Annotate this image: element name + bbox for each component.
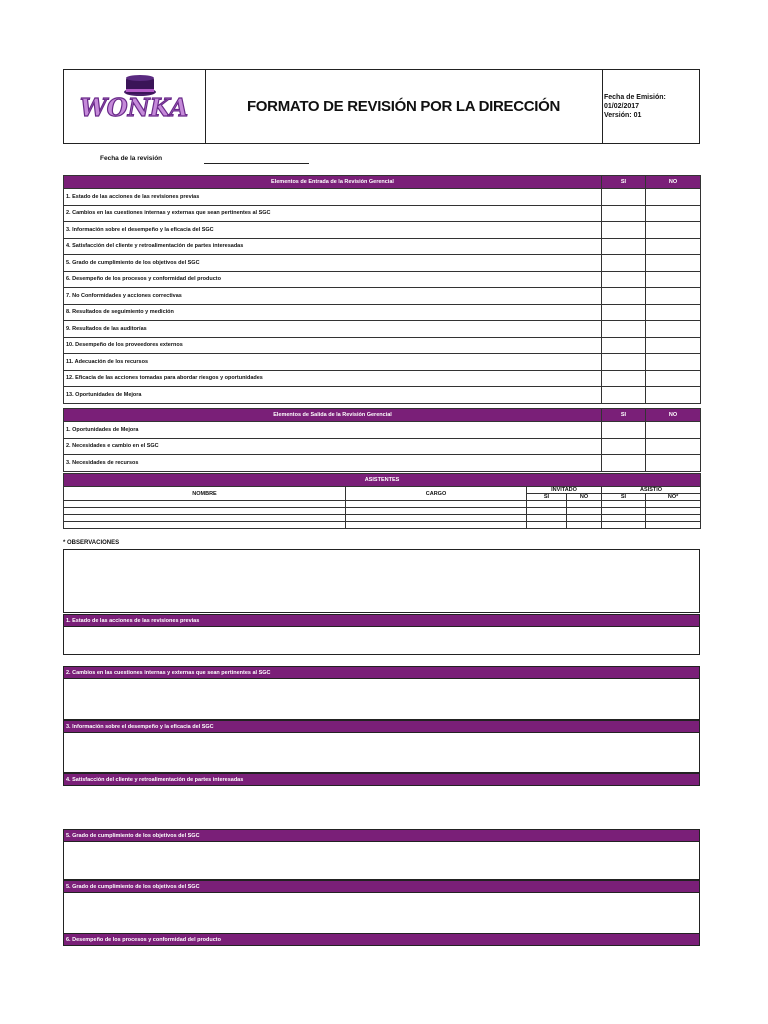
asistio-si-cell[interactable] bbox=[602, 515, 646, 522]
entrada-no-cell[interactable] bbox=[646, 238, 701, 255]
asistio-si-cell[interactable] bbox=[602, 508, 646, 515]
asistentes-table bbox=[63, 473, 701, 529]
invitado-si-cell[interactable] bbox=[527, 508, 567, 515]
salida-si-header: SI bbox=[602, 409, 646, 422]
section-textarea[interactable] bbox=[63, 733, 700, 773]
asistente-row bbox=[64, 522, 701, 529]
entrada-no-cell[interactable] bbox=[646, 321, 701, 338]
asistente-row bbox=[64, 515, 701, 522]
salida-no-cell[interactable] bbox=[646, 455, 701, 472]
entrada-no-header: NO bbox=[646, 176, 701, 189]
entrada-no-cell[interactable] bbox=[646, 271, 701, 288]
salida-no-cell[interactable] bbox=[646, 438, 701, 455]
entrada-si-cell[interactable] bbox=[602, 370, 646, 387]
nombre-header: NOMBRE bbox=[64, 487, 346, 501]
invitado-si-header: SI bbox=[527, 494, 567, 501]
entrada-no-cell[interactable] bbox=[646, 354, 701, 371]
asistio-no-header: NO* bbox=[646, 494, 701, 501]
entrada-item-label: 2. Cambios en las cuestiones internas y externas que sean pertinentes al SGC bbox=[64, 205, 602, 222]
entrada-row bbox=[64, 387, 701, 404]
entrada-item-label: 13. Oportunidades de Mejora bbox=[64, 387, 602, 404]
entrada-no-cell[interactable] bbox=[646, 189, 701, 206]
entrada-item-label: 12. Eficacia de las acciones tomadas para abordar riesgos y oportunidades bbox=[64, 370, 602, 387]
salida-table bbox=[63, 408, 701, 472]
entrada-si-cell[interactable] bbox=[602, 189, 646, 206]
entrada-item-label: 4. Satisfacción del cliente y retroalimentación de partes interesadas bbox=[64, 238, 602, 255]
nombre-cell[interactable] bbox=[64, 508, 346, 515]
cargo-cell[interactable] bbox=[346, 522, 527, 529]
invitado-no-cell[interactable] bbox=[567, 501, 602, 508]
section-textarea[interactable] bbox=[63, 893, 700, 934]
section-header: 5. Grado de cumplimiento de los objetivos del SGC bbox=[63, 829, 700, 842]
entrada-table bbox=[63, 175, 701, 404]
entrada-title: Elementos de Entrada de la Revisión Gerencial bbox=[64, 176, 602, 189]
form-header bbox=[63, 69, 700, 144]
entrada-si-cell[interactable] bbox=[602, 205, 646, 222]
invitado-no-cell[interactable] bbox=[567, 522, 602, 529]
nombre-cell[interactable] bbox=[64, 515, 346, 522]
entrada-no-cell[interactable] bbox=[646, 205, 701, 222]
entrada-si-cell[interactable] bbox=[602, 271, 646, 288]
asistente-row bbox=[64, 508, 701, 515]
entrada-row bbox=[64, 304, 701, 321]
section-header: 6. Desempeño de los procesos y conformidad del producto bbox=[63, 933, 700, 946]
entrada-row bbox=[64, 271, 701, 288]
invitado-si-cell[interactable] bbox=[527, 515, 567, 522]
entrada-si-cell[interactable] bbox=[602, 222, 646, 239]
salida-si-cell[interactable] bbox=[602, 455, 646, 472]
asistentes-title: ASISTENTES bbox=[64, 474, 701, 487]
section-header: 2. Cambios en las cuestiones internas y externas que sean pertinentes al SGC bbox=[63, 666, 700, 679]
entrada-row bbox=[64, 255, 701, 272]
salida-row bbox=[64, 455, 701, 472]
salida-item-label: 3. Necesidades de recursos bbox=[64, 455, 602, 472]
fecha-revision-label: Fecha de la revisión bbox=[100, 155, 163, 162]
invitado-header: INVITADO bbox=[527, 487, 602, 494]
asistente-row bbox=[64, 501, 701, 508]
entrada-item-label: 8. Resultados de seguimiento y medición bbox=[64, 304, 602, 321]
cargo-cell[interactable] bbox=[346, 508, 527, 515]
entrada-item-label: 11. Adecuación de los recursos bbox=[64, 354, 602, 371]
entrada-no-cell[interactable] bbox=[646, 288, 701, 305]
entrada-row bbox=[64, 189, 701, 206]
wonka-logo bbox=[64, 70, 205, 143]
form-meta bbox=[602, 70, 701, 143]
section-header: 3. Información sobre el desempeño y la eficacia del SGC bbox=[63, 720, 700, 733]
form-title: FORMATO DE REVISIÓN POR LA DIRECCIÓN bbox=[205, 70, 603, 143]
fecha-emision: Fecha de Emisión: 01/02/2017 bbox=[604, 94, 666, 110]
salida-si-cell[interactable] bbox=[602, 438, 646, 455]
section-textarea[interactable] bbox=[63, 679, 700, 720]
salida-title: Elementos de Salida de la Revisión Gerencial bbox=[64, 409, 602, 422]
entrada-no-cell[interactable] bbox=[646, 370, 701, 387]
cargo-header: CARGO bbox=[346, 487, 527, 501]
entrada-row bbox=[64, 288, 701, 305]
asistio-no-cell[interactable] bbox=[646, 508, 701, 515]
entrada-si-cell[interactable] bbox=[602, 354, 646, 371]
asistio-si-header: SI bbox=[602, 494, 646, 501]
asistio-no-cell[interactable] bbox=[646, 515, 701, 522]
cargo-cell[interactable] bbox=[346, 515, 527, 522]
entrada-si-cell[interactable] bbox=[602, 337, 646, 354]
salida-row bbox=[64, 438, 701, 455]
entrada-no-cell[interactable] bbox=[646, 304, 701, 321]
entrada-row bbox=[64, 238, 701, 255]
entrada-si-header: SI bbox=[602, 176, 646, 189]
cargo-cell[interactable] bbox=[346, 501, 527, 508]
salida-item-label: 1. Oportunidades de Mejora bbox=[64, 422, 602, 439]
asistio-si-cell[interactable] bbox=[602, 501, 646, 508]
nombre-cell[interactable] bbox=[64, 522, 346, 529]
entrada-no-cell[interactable] bbox=[646, 222, 701, 239]
salida-si-cell[interactable] bbox=[602, 422, 646, 439]
salida-item-label: 2. Necesidades e cambio en el SGC bbox=[64, 438, 602, 455]
fecha-revision-input[interactable] bbox=[204, 163, 309, 164]
entrada-no-cell[interactable] bbox=[646, 387, 701, 404]
section-header: 5. Grado de cumplimiento de los objetivos del SGC bbox=[63, 880, 700, 893]
asistio-si-cell[interactable] bbox=[602, 522, 646, 529]
entrada-row bbox=[64, 354, 701, 371]
entrada-no-cell[interactable] bbox=[646, 337, 701, 354]
asistio-no-cell[interactable] bbox=[646, 501, 701, 508]
entrada-row bbox=[64, 370, 701, 387]
entrada-item-label: 6. Desempeño de los procesos y conformidad del producto bbox=[64, 271, 602, 288]
entrada-item-label: 10. Desempeño de los proveedores externos bbox=[64, 337, 602, 354]
invitado-no-header: NO bbox=[567, 494, 602, 501]
entrada-si-cell[interactable] bbox=[602, 255, 646, 272]
entrada-item-label: 7. No Conformidades y acciones correctivas bbox=[64, 288, 602, 305]
section-textarea[interactable] bbox=[63, 842, 700, 880]
entrada-si-cell[interactable] bbox=[602, 288, 646, 305]
observaciones-textarea[interactable] bbox=[63, 549, 700, 613]
svg-text:WONKA: WONKA bbox=[79, 93, 189, 122]
entrada-row bbox=[64, 321, 701, 338]
entrada-item-label: 9. Resultados de las auditorías bbox=[64, 321, 602, 338]
salida-no-header: NO bbox=[646, 409, 701, 422]
entrada-si-cell[interactable] bbox=[602, 321, 646, 338]
entrada-no-cell[interactable] bbox=[646, 255, 701, 272]
observaciones-label: * OBSERVACIONES bbox=[63, 540, 120, 546]
asistio-no-cell[interactable] bbox=[646, 522, 701, 529]
entrada-item-label: 5. Grado de cumplimiento de los objetivos del SGC bbox=[64, 255, 602, 272]
section-header: 4. Satisfacción del cliente y retroalimentación de partes interesadas bbox=[63, 773, 700, 786]
salida-no-cell[interactable] bbox=[646, 422, 701, 439]
entrada-si-cell[interactable] bbox=[602, 387, 646, 404]
entrada-item-label: 1. Estado de las acciones de las revisiones previas bbox=[64, 189, 602, 206]
entrada-row bbox=[64, 222, 701, 239]
entrada-item-label: 3. Información sobre el desempeño y la eficacia del SGC bbox=[64, 222, 602, 239]
version: Versión: 01 bbox=[604, 112, 642, 119]
nombre-cell[interactable] bbox=[64, 501, 346, 508]
section-header: 1. Estado de las acciones de las revisiones previas bbox=[63, 614, 700, 627]
salida-row bbox=[64, 422, 701, 439]
invitado-si-cell[interactable] bbox=[527, 501, 567, 508]
logo-cell bbox=[64, 70, 206, 143]
section-textarea[interactable] bbox=[63, 627, 700, 655]
entrada-si-cell[interactable] bbox=[602, 238, 646, 255]
entrada-row bbox=[64, 205, 701, 222]
invitado-si-cell[interactable] bbox=[527, 522, 567, 529]
invitado-no-cell[interactable] bbox=[567, 508, 602, 515]
asistio-header: ASISTIO bbox=[602, 487, 701, 494]
entrada-row bbox=[64, 337, 701, 354]
invitado-no-cell[interactable] bbox=[567, 515, 602, 522]
entrada-si-cell[interactable] bbox=[602, 304, 646, 321]
